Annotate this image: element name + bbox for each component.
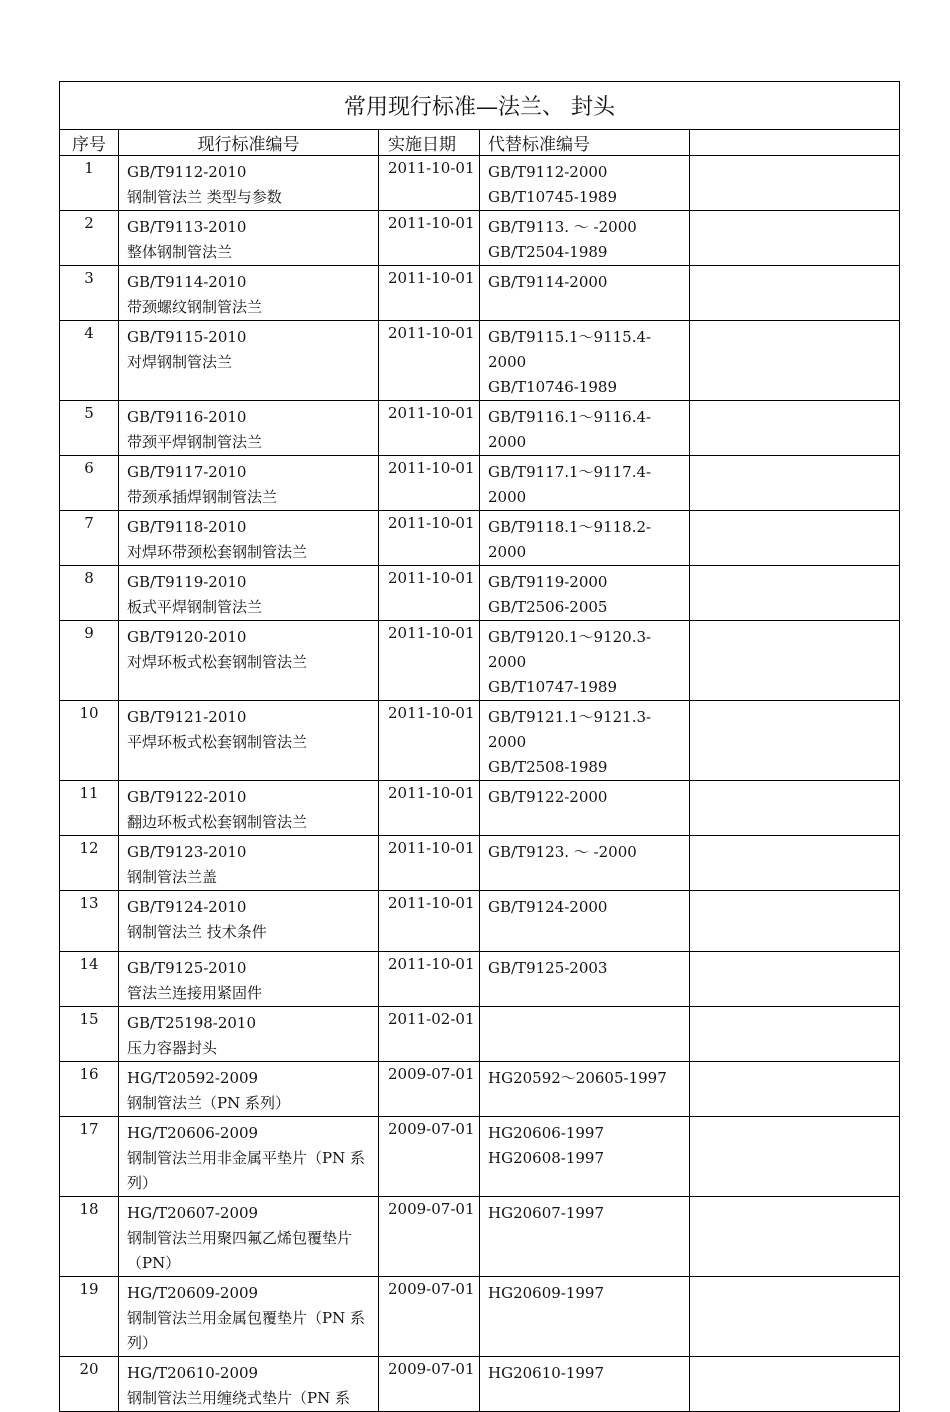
extra-cell	[690, 836, 900, 891]
effective-date: 2011-10-01	[388, 569, 475, 587]
row-number	[60, 156, 119, 211]
row-number-text: 10	[79, 704, 99, 722]
standard-code: GB/T9124-2010	[127, 898, 247, 916]
row-number	[60, 1007, 119, 1062]
current-standard-cell	[119, 566, 379, 621]
standard-name: 带颈平焊钢制管法兰	[127, 433, 263, 451]
row-number	[60, 952, 119, 1007]
replaced-standard-cell	[480, 1007, 690, 1062]
replaced-standard-cell	[480, 1197, 690, 1277]
row-number	[60, 1117, 119, 1197]
standard-code: GB/T9118-2010	[127, 518, 247, 536]
standard-name: 对焊环带颈松套钢制管法兰	[127, 543, 308, 561]
standard-code: GB/T9113-2010	[127, 218, 247, 236]
effective-date-cell	[379, 1277, 480, 1357]
replaced-standard: GB/T9115.1～9115.4-2000	[488, 328, 652, 371]
current-standard-cell	[119, 952, 379, 1007]
effective-date: 2009-07-01	[388, 1280, 475, 1298]
replaced-standard-cell	[480, 701, 690, 781]
standard-code: HG/T20610-2009	[127, 1364, 259, 1382]
row-number-text: 20	[79, 1360, 99, 1378]
current-standard-cell	[119, 1062, 379, 1117]
replaced-standard: HG20608-1997	[488, 1149, 605, 1167]
effective-date-cell	[379, 401, 480, 456]
row-number-text: 8	[84, 569, 94, 587]
row-number-text: 13	[79, 894, 99, 912]
replaced-standard: HG20610-1997	[488, 1364, 605, 1382]
extra-cell	[690, 1007, 900, 1062]
replaced-standard-cell	[480, 266, 690, 321]
table-row	[60, 836, 900, 891]
replaced-standard-cell	[480, 836, 690, 891]
table-row	[60, 156, 900, 211]
extra-cell	[690, 1117, 900, 1197]
row-number	[60, 1277, 119, 1357]
standard-name: 板式平焊钢制管法兰	[127, 598, 263, 616]
replaced-standard: HG20607-1997	[488, 1204, 605, 1222]
effective-date: 2011-10-01	[388, 404, 475, 422]
effective-date: 2011-10-01	[388, 624, 475, 642]
standard-code: GB/T9121-2010	[127, 708, 247, 726]
row-number-text: 7	[84, 514, 94, 532]
replaced-standard: GB/T9118.1～9118.2-2000	[488, 518, 652, 561]
effective-date: 2011-02-01	[388, 1010, 475, 1028]
standard-code: GB/T9119-2010	[127, 573, 247, 591]
standard-code: HG/T20606-2009	[127, 1124, 259, 1142]
replaced-standard: HG20609-1997	[488, 1284, 605, 1302]
replaced-standard: HG20606-1997	[488, 1124, 605, 1142]
header-extra	[690, 130, 900, 156]
standard-name: 对焊钢制管法兰	[127, 353, 233, 371]
row-number	[60, 211, 119, 266]
row-number	[60, 511, 119, 566]
effective-date-cell	[379, 1117, 480, 1197]
effective-date-cell	[379, 891, 480, 952]
current-standard-cell	[119, 891, 379, 952]
effective-date-cell	[379, 836, 480, 891]
table-row	[60, 321, 900, 401]
replaced-standard-cell	[480, 1357, 690, 1412]
row-number-text: 18	[79, 1200, 99, 1218]
effective-date: 2011-10-01	[388, 459, 475, 477]
extra-cell	[690, 211, 900, 266]
effective-date: 2011-10-01	[388, 704, 475, 722]
replaced-standard-cell	[480, 211, 690, 266]
current-standard-cell	[119, 1357, 379, 1412]
row-number-text: 3	[84, 269, 94, 287]
header-current-standard: 现行标准编号	[119, 130, 379, 156]
standards-document	[59, 81, 899, 1412]
row-number-text: 15	[79, 1010, 99, 1028]
effective-date-cell	[379, 952, 480, 1007]
effective-date: 2011-10-01	[388, 894, 475, 912]
row-number-text: 14	[79, 955, 99, 973]
standard-name: 平焊环板式松套钢制管法兰	[127, 733, 308, 751]
current-standard-cell	[119, 1277, 379, 1357]
extra-cell	[690, 566, 900, 621]
standard-name: 管法兰连接用紧固件	[127, 984, 263, 1002]
effective-date-cell	[379, 211, 480, 266]
extra-cell	[690, 621, 900, 701]
extra-cell	[690, 1197, 900, 1277]
effective-date-cell	[379, 456, 480, 511]
extra-cell	[690, 156, 900, 211]
table-row	[60, 211, 900, 266]
table-row	[60, 401, 900, 456]
row-number-text: 12	[79, 839, 99, 857]
row-number	[60, 891, 119, 952]
row-number-text: 17	[79, 1120, 99, 1138]
current-standard-cell	[119, 1117, 379, 1197]
current-standard-cell	[119, 781, 379, 836]
standard-code: GB/T9112-2010	[127, 163, 247, 181]
row-number	[60, 456, 119, 511]
replaced-standard-cell	[480, 156, 690, 211]
row-number-text: 6	[84, 459, 94, 477]
replaced-standard-cell	[480, 511, 690, 566]
replaced-standard-cell	[480, 456, 690, 511]
table-row	[60, 952, 900, 1007]
row-number	[60, 621, 119, 701]
extra-cell	[690, 891, 900, 952]
extra-cell	[690, 781, 900, 836]
standard-code: GB/T9125-2010	[127, 959, 247, 977]
effective-date-cell	[379, 1007, 480, 1062]
effective-date: 2011-10-01	[388, 159, 475, 177]
extra-cell	[690, 266, 900, 321]
replaced-standard: GB/T9119-2000	[488, 573, 608, 591]
effective-date: 2011-10-01	[388, 324, 475, 342]
row-number	[60, 781, 119, 836]
effective-date-cell	[379, 156, 480, 211]
replaced-standard-cell	[480, 1062, 690, 1117]
effective-date-cell	[379, 266, 480, 321]
row-number-text: 16	[79, 1065, 99, 1083]
standards-table	[59, 81, 900, 1412]
table-row	[60, 511, 900, 566]
header-number: 序号	[60, 130, 119, 156]
standard-code: GB/T9122-2010	[127, 788, 247, 806]
table-row	[60, 456, 900, 511]
row-number	[60, 836, 119, 891]
table-row	[60, 621, 900, 701]
extra-cell	[690, 511, 900, 566]
current-standard-cell	[119, 621, 379, 701]
standard-name: 对焊环板式松套钢制管法兰	[127, 653, 308, 671]
row-number-text: 2	[84, 214, 94, 232]
replaced-standard-cell	[480, 621, 690, 701]
standard-name: 钢制管法兰用非金属平垫片（PN 系列）	[127, 1149, 365, 1192]
replaced-standard-cell	[480, 1117, 690, 1197]
replaced-standard: GB/T9117.1～9117.4-2000	[488, 463, 652, 506]
current-standard-cell	[119, 1197, 379, 1277]
header-replaced-standard: 代替标准编号	[480, 130, 690, 156]
replaced-standard: GB/T9122-2000	[488, 788, 608, 806]
table-row	[60, 1277, 900, 1357]
standard-name: 整体钢制管法兰	[127, 243, 233, 261]
replaced-standard: GB/T2508-1989	[488, 758, 608, 776]
row-number-text: 1	[84, 159, 94, 177]
replaced-standard: HG20592～20605-1997	[488, 1069, 667, 1087]
replaced-standard: GB/T9116.1～9116.4-2000	[488, 408, 652, 451]
replaced-standard-cell	[480, 1277, 690, 1357]
table-row	[60, 891, 900, 952]
row-number	[60, 1357, 119, 1412]
replaced-standard: GB/T2504-1989	[488, 243, 608, 261]
standard-code: HG/T20607-2009	[127, 1204, 259, 1222]
standard-name: 压力容器封头	[127, 1039, 218, 1057]
table-row	[60, 566, 900, 621]
standard-name: 带颈螺纹钢制管法兰	[127, 298, 263, 316]
replaced-standard: GB/T9125-2003	[488, 959, 608, 977]
header-effective-date: 实施日期	[379, 130, 480, 156]
table-row	[60, 1357, 900, 1412]
current-standard-cell	[119, 321, 379, 401]
standard-code: GB/T9123-2010	[127, 843, 247, 861]
effective-date-cell	[379, 321, 480, 401]
effective-date: 2009-07-01	[388, 1065, 475, 1083]
standard-name: 钢制管法兰（PN 系列）	[127, 1094, 290, 1112]
standard-code: GB/T9116-2010	[127, 408, 247, 426]
row-number	[60, 1062, 119, 1117]
standard-name: 钢制管法兰 技术条件	[127, 923, 267, 941]
effective-date-cell	[379, 511, 480, 566]
effective-date-cell	[379, 781, 480, 836]
standard-name: 钢制管法兰 类型与参数	[127, 188, 282, 206]
table-row	[60, 1007, 900, 1062]
table-row	[60, 266, 900, 321]
standard-name: 翻边环板式松套钢制管法兰	[127, 813, 308, 831]
extra-cell	[690, 1062, 900, 1117]
current-standard-cell	[119, 456, 379, 511]
effective-date: 2009-07-01	[388, 1200, 475, 1218]
effective-date-cell	[379, 1197, 480, 1277]
table-row	[60, 1117, 900, 1197]
replaced-standard-cell	[480, 401, 690, 456]
current-standard-cell	[119, 156, 379, 211]
replaced-standard: GB/T9124-2000	[488, 898, 608, 916]
current-standard-cell	[119, 511, 379, 566]
replaced-standard: GB/T9114-2000	[488, 273, 608, 291]
row-number	[60, 1197, 119, 1277]
standard-code: HG/T20609-2009	[127, 1284, 259, 1302]
effective-date: 2011-10-01	[388, 784, 475, 802]
table-row	[60, 1197, 900, 1277]
standard-name: 钢制管法兰用聚四氟乙烯包覆垫片（PN）	[127, 1229, 353, 1272]
effective-date: 2011-10-01	[388, 269, 475, 287]
standard-name: 带颈承插焊钢制管法兰	[127, 488, 278, 506]
effective-date-cell	[379, 1062, 480, 1117]
table-row	[60, 781, 900, 836]
effective-date-cell	[379, 701, 480, 781]
replaced-standard: GB/T9121.1～9121.3-2000	[488, 708, 652, 751]
replaced-standard-cell	[480, 952, 690, 1007]
extra-cell	[690, 401, 900, 456]
replaced-standard-cell	[480, 781, 690, 836]
current-standard-cell	[119, 701, 379, 781]
effective-date: 2011-10-01	[388, 955, 475, 973]
current-standard-cell	[119, 401, 379, 456]
standard-code: GB/T25198-2010	[127, 1014, 257, 1032]
current-standard-cell	[119, 211, 379, 266]
standard-name: 钢制管法兰盖	[127, 868, 218, 886]
standard-code: GB/T9117-2010	[127, 463, 247, 481]
row-number	[60, 266, 119, 321]
standard-code: HG/T20592-2009	[127, 1069, 259, 1087]
table-row	[60, 701, 900, 781]
current-standard-cell	[119, 266, 379, 321]
current-standard-cell	[119, 836, 379, 891]
replaced-standard-cell	[480, 321, 690, 401]
standard-code: GB/T9114-2010	[127, 273, 247, 291]
row-number	[60, 701, 119, 781]
replaced-standard-cell	[480, 891, 690, 952]
replaced-standard: GB/T10746-1989	[488, 378, 618, 396]
extra-cell	[690, 1357, 900, 1412]
standard-code: GB/T9115-2010	[127, 328, 247, 346]
row-number	[60, 321, 119, 401]
replaced-standard: GB/T9120.1～9120.3-2000	[488, 628, 652, 671]
effective-date: 2009-07-01	[388, 1360, 475, 1378]
effective-date: 2011-10-01	[388, 214, 475, 232]
extra-cell	[690, 456, 900, 511]
extra-cell	[690, 952, 900, 1007]
row-number-text: 19	[79, 1280, 99, 1298]
replaced-standard: GB/T10747-1989	[488, 678, 618, 696]
effective-date-cell	[379, 621, 480, 701]
row-number-text: 5	[84, 404, 94, 422]
row-number-text: 4	[84, 324, 94, 342]
effective-date-cell	[379, 1357, 480, 1412]
extra-cell	[690, 701, 900, 781]
replaced-standard: GB/T2506-2005	[488, 598, 608, 616]
replaced-standard: GB/T9113. ～ -2000	[488, 218, 637, 236]
current-standard-cell	[119, 1007, 379, 1062]
table-title: 常用现行标准—法兰、 封头	[60, 82, 900, 130]
extra-cell	[690, 321, 900, 401]
extra-cell	[690, 1277, 900, 1357]
row-number-text: 9	[84, 624, 94, 642]
replaced-standard-cell	[480, 566, 690, 621]
replaced-standard: GB/T10745-1989	[488, 188, 618, 206]
standard-name: 钢制管法兰用缠绕式垫片（PN 系	[127, 1389, 350, 1407]
effective-date: 2011-10-01	[388, 514, 475, 532]
effective-date-cell	[379, 566, 480, 621]
row-number-text: 11	[79, 784, 99, 802]
row-number	[60, 401, 119, 456]
effective-date: 2011-10-01	[388, 839, 475, 857]
standard-code: GB/T9120-2010	[127, 628, 247, 646]
standard-name: 钢制管法兰用金属包覆垫片（PN 系列）	[127, 1309, 365, 1352]
header-row	[60, 130, 900, 156]
row-number	[60, 566, 119, 621]
replaced-standard: GB/T9123. ～ -2000	[488, 843, 637, 861]
effective-date: 2009-07-01	[388, 1120, 475, 1138]
replaced-standard: GB/T9112-2000	[488, 163, 608, 181]
table-row	[60, 1062, 900, 1117]
